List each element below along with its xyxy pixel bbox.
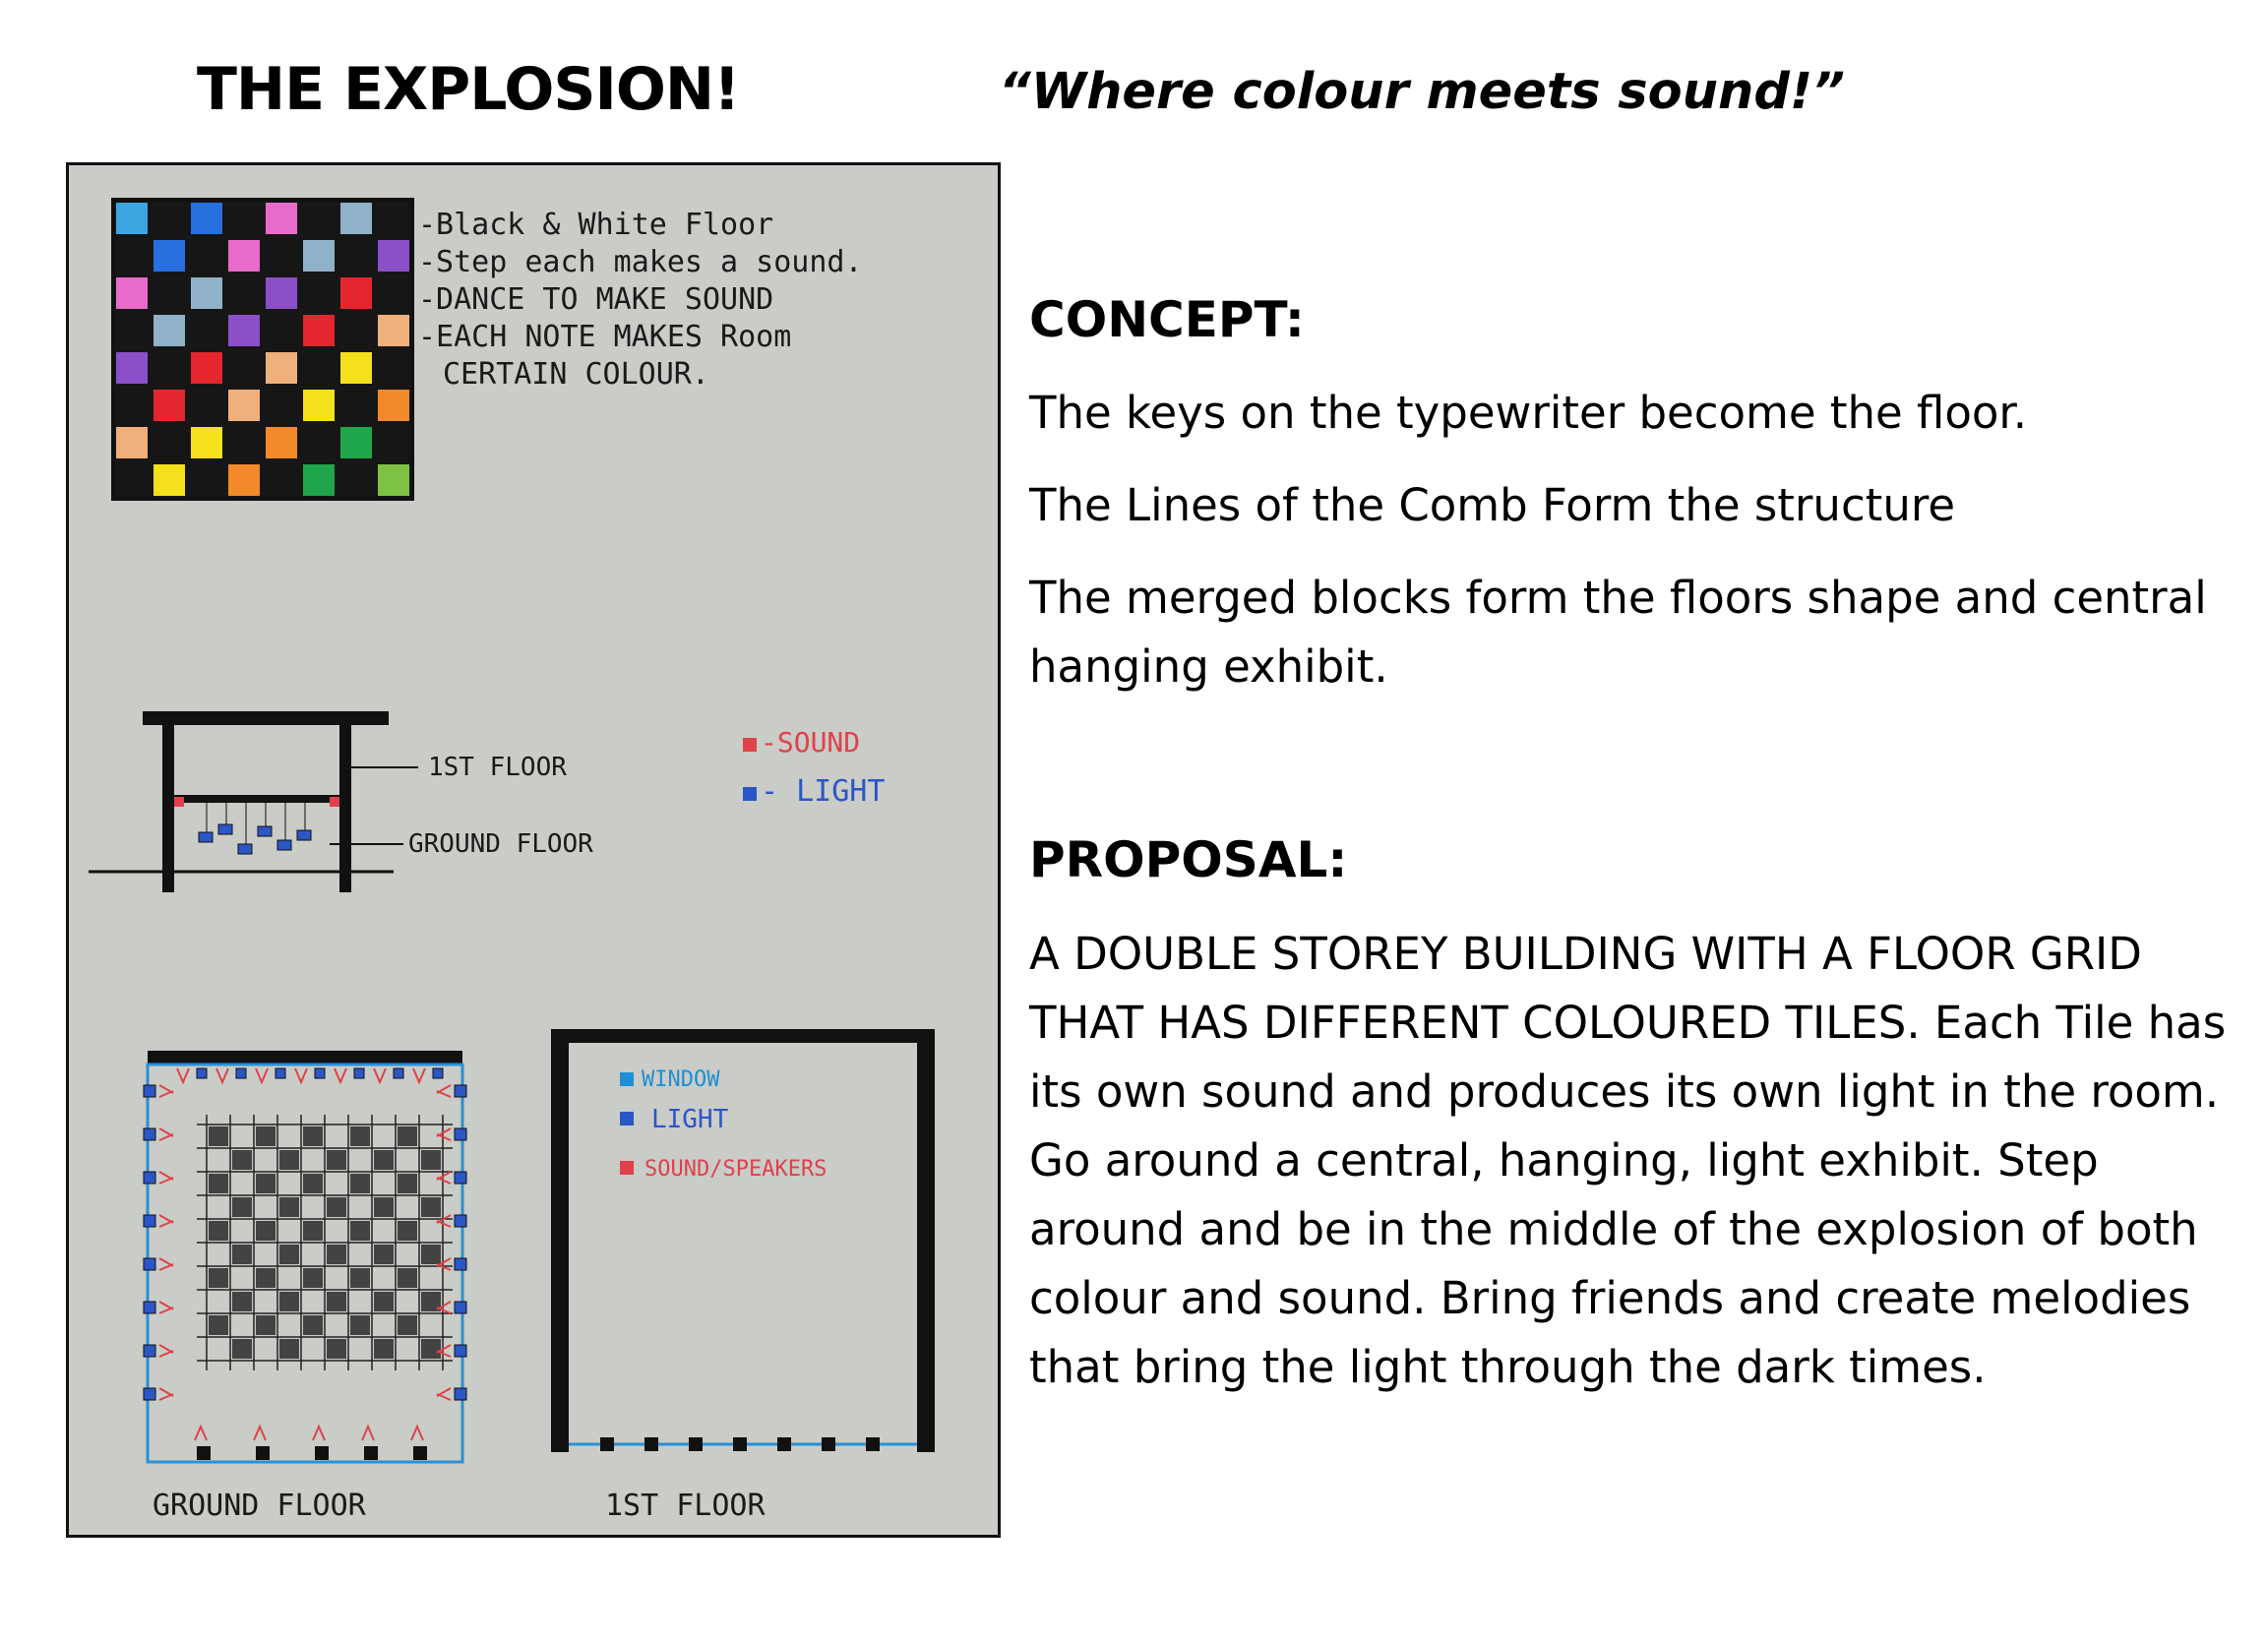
floor-tile xyxy=(378,390,409,421)
light-marker xyxy=(455,1345,466,1357)
hatched-tile xyxy=(398,1315,417,1335)
sound-marker xyxy=(195,1427,207,1440)
speaker-marker xyxy=(733,1437,747,1451)
floor-tile xyxy=(340,427,372,458)
light-marker xyxy=(455,1215,466,1227)
sound-marker xyxy=(437,1128,451,1140)
hanging-exhibit xyxy=(199,803,311,854)
hatched-tile xyxy=(209,1174,228,1193)
light-marker xyxy=(144,1345,155,1357)
floor-tile xyxy=(266,203,297,234)
hatched-tile xyxy=(327,1292,346,1311)
light-marker xyxy=(455,1172,466,1184)
hatched-tile xyxy=(256,1126,276,1146)
sound-marker xyxy=(374,1068,386,1082)
light-marker xyxy=(354,1068,364,1078)
window-swatch xyxy=(620,1072,634,1086)
floor-tile xyxy=(116,277,148,309)
light-marker xyxy=(144,1258,155,1270)
plan-legend-light: LIGHT xyxy=(651,1105,729,1134)
sound-marker xyxy=(254,1427,266,1440)
light-marker xyxy=(236,1068,246,1078)
legend-sound-label: -SOUND xyxy=(761,726,861,759)
light-marker xyxy=(394,1068,403,1078)
sound-marker xyxy=(295,1068,307,1082)
light-marker xyxy=(144,1302,155,1313)
light-marker xyxy=(315,1068,325,1078)
speaker-marker xyxy=(644,1437,658,1451)
hatched-tile xyxy=(279,1150,299,1170)
sound-marker xyxy=(362,1427,374,1440)
speaker-marker xyxy=(777,1437,791,1451)
concept-lines xyxy=(1029,379,2239,725)
speaker-marker xyxy=(413,1446,427,1460)
hatched-tile xyxy=(350,1126,370,1146)
plan-label-first-floor: 1ST FLOOR xyxy=(605,1489,766,1523)
floor-note: -DANCE TO MAKE SOUND xyxy=(418,282,774,317)
hatched-tile xyxy=(232,1150,252,1170)
sound-marker xyxy=(159,1302,173,1313)
hatched-tile xyxy=(327,1339,346,1359)
floor-tile xyxy=(378,464,409,496)
floor-tile xyxy=(191,203,222,234)
light-swatch xyxy=(620,1112,634,1125)
section-legend xyxy=(743,726,885,809)
sound-marker xyxy=(437,1388,451,1400)
light-marker xyxy=(144,1085,155,1097)
floor-tile xyxy=(228,315,260,346)
speaker-marker xyxy=(256,1446,270,1460)
light-marker xyxy=(455,1128,466,1140)
concept-line: The Lines of the Comb Form the structure xyxy=(1029,479,1956,531)
floor-tile xyxy=(303,315,335,346)
hatched-tile xyxy=(398,1126,417,1146)
sound-marker xyxy=(313,1427,325,1440)
hatched-tile xyxy=(350,1174,370,1193)
speaker-marker xyxy=(197,1446,211,1460)
floor-tile xyxy=(116,352,148,384)
hatched-tile xyxy=(374,1339,394,1359)
floor-tile xyxy=(191,352,222,384)
hatched-tile xyxy=(256,1315,276,1335)
hatched-tile xyxy=(209,1126,228,1146)
floor-tile xyxy=(378,240,409,272)
section-label-ground-floor: GROUND FLOOR xyxy=(408,829,593,859)
floor-tile xyxy=(303,240,335,272)
light-marker xyxy=(455,1388,466,1400)
hatched-tile xyxy=(327,1245,346,1264)
section-right-wall xyxy=(339,725,351,892)
hand-drawn-sketch xyxy=(69,165,998,1535)
floor-tile xyxy=(266,352,297,384)
section-left-wall xyxy=(162,725,174,892)
hatched-tile xyxy=(398,1174,417,1193)
floor-tile xyxy=(153,390,185,421)
hatched-tile xyxy=(279,1197,299,1217)
sketch-photo xyxy=(66,162,1001,1538)
floor-note: -Step each makes a sound. xyxy=(418,245,863,279)
section-label-first-floor: 1ST FLOOR xyxy=(428,753,567,782)
hatched-tile xyxy=(279,1245,299,1264)
floor-tile xyxy=(191,427,222,458)
section-first-floor-slab xyxy=(174,795,339,803)
plan-right-wall xyxy=(917,1029,935,1452)
sound-marker xyxy=(413,1068,425,1082)
proposal-text: A DOUBLE STOREY BUILDING WITH A FLOOR GRID THAT HAS DIFFERENT COLOURED TILES. Each Tile has its own sound and produces its own light in the room. Go around a central, hanging, light exhibit. Step around and be in the middle of the explosion of both colour and sound. Bring friends and create melodies that bring the light through the dark times. xyxy=(1029,928,2227,1393)
plan-left-wall xyxy=(551,1029,569,1452)
hatched-tile xyxy=(209,1268,228,1288)
light-marker xyxy=(197,1068,207,1078)
floor-tile xyxy=(228,464,260,496)
hatched-tile xyxy=(279,1292,299,1311)
sound-marker xyxy=(159,1345,173,1357)
hatched-tile xyxy=(398,1221,417,1241)
sound-marker xyxy=(159,1215,173,1227)
floor-note: -EACH NOTE MAKES Room xyxy=(418,320,792,354)
concept-heading: CONCEPT: xyxy=(1029,291,1305,348)
proposal-heading: PROPOSAL: xyxy=(1029,831,1348,888)
hatched-tile xyxy=(232,1245,252,1264)
plan-top-wall xyxy=(551,1029,935,1043)
hatched-tile xyxy=(232,1339,252,1359)
hatched-tile xyxy=(232,1197,252,1217)
hatched-tile xyxy=(421,1245,441,1264)
floor-tile xyxy=(153,315,185,346)
sound-marker xyxy=(216,1068,228,1082)
floor-tile xyxy=(153,240,185,272)
hatched-tile xyxy=(327,1150,346,1170)
floor-tile xyxy=(340,352,372,384)
hatched-tile xyxy=(374,1245,394,1264)
floor-tile xyxy=(340,203,372,234)
floor-tile xyxy=(228,240,260,272)
speaker-marker xyxy=(364,1446,378,1460)
hatched-tile xyxy=(209,1221,228,1241)
sound-swatch xyxy=(620,1161,634,1175)
sound-marker xyxy=(437,1172,451,1184)
section-sound-marker xyxy=(330,797,339,807)
light-marker xyxy=(455,1302,466,1313)
floor-tile xyxy=(266,277,297,309)
section-roof xyxy=(143,711,389,725)
floor-tile xyxy=(378,315,409,346)
tagline: “Where colour meets sound!” xyxy=(999,63,1845,121)
sound-marker xyxy=(159,1388,173,1400)
floor-note: -Black & White Floor xyxy=(418,208,774,242)
hatched-tile xyxy=(303,1221,323,1241)
hatched-tile xyxy=(256,1221,276,1241)
hatched-tile xyxy=(350,1315,370,1335)
concept-line: The merged blocks form the floors shape and central hanging exhibit. xyxy=(1029,572,2207,693)
hatched-tile xyxy=(279,1339,299,1359)
hatched-tile xyxy=(421,1197,441,1217)
light-marker xyxy=(144,1172,155,1184)
speaker-marker xyxy=(866,1437,880,1451)
hatched-tile xyxy=(256,1174,276,1193)
light-marker xyxy=(455,1085,466,1097)
floor-tile xyxy=(191,277,222,309)
hatched-tile xyxy=(303,1126,323,1146)
hatched-tile xyxy=(421,1150,441,1170)
floor-tile xyxy=(340,277,372,309)
light-marker xyxy=(144,1128,155,1140)
speaker-marker xyxy=(600,1437,614,1451)
speaker-marker xyxy=(315,1446,329,1460)
hatched-tile xyxy=(350,1221,370,1241)
speaker-marker xyxy=(822,1437,835,1451)
plan-label-ground-floor: GROUND FLOOR xyxy=(153,1489,366,1523)
speaker-marker xyxy=(689,1437,703,1451)
page-title: THE EXPLOSION! xyxy=(197,55,740,124)
sound-marker xyxy=(335,1068,346,1082)
hatched-tile xyxy=(421,1339,441,1359)
hatched-tile xyxy=(350,1268,370,1288)
plan-legend-sound: SOUND/SPEAKERS xyxy=(644,1157,828,1182)
first-floor-plan xyxy=(551,1029,935,1523)
plan-top-wall xyxy=(148,1051,462,1064)
light-marker xyxy=(276,1068,285,1078)
hatched-tile xyxy=(209,1315,228,1335)
sound-marker xyxy=(159,1128,173,1140)
floor-tile xyxy=(228,390,260,421)
hatched-tile xyxy=(232,1292,252,1311)
sound-marker xyxy=(177,1068,189,1082)
sound-marker xyxy=(159,1258,173,1270)
hatched-tile xyxy=(303,1315,323,1335)
concept-line: The keys on the typewriter become the floor. xyxy=(1029,387,2028,439)
sound-marker xyxy=(256,1068,268,1082)
plan-legend-window: WINDOW xyxy=(642,1067,720,1092)
section-sound-marker xyxy=(174,797,184,807)
floor-note: CERTAIN COLOUR. xyxy=(443,357,709,392)
sound-marker xyxy=(437,1085,451,1097)
light-marker xyxy=(144,1215,155,1227)
floor-tile xyxy=(116,203,148,234)
light-marker xyxy=(433,1068,443,1078)
sound-swatch xyxy=(743,738,757,752)
building-section xyxy=(89,711,593,892)
hatched-tile xyxy=(374,1197,394,1217)
legend-light-label: - LIGHT xyxy=(761,774,886,809)
floor-tile xyxy=(116,427,148,458)
floor-tile xyxy=(153,464,185,496)
floor-tile xyxy=(266,427,297,458)
ground-floor-tile-grid xyxy=(197,1115,453,1370)
light-marker xyxy=(144,1388,155,1400)
floor-tile xyxy=(303,464,335,496)
sound-marker xyxy=(411,1427,423,1440)
floor-tile xyxy=(303,390,335,421)
light-swatch xyxy=(743,787,757,801)
hatched-tile xyxy=(327,1197,346,1217)
hatched-tile xyxy=(398,1268,417,1288)
hatched-tile xyxy=(256,1268,276,1288)
floor-notes xyxy=(418,208,863,392)
hatched-tile xyxy=(303,1174,323,1193)
ground-floor-plan xyxy=(144,1051,466,1523)
hatched-tile xyxy=(374,1292,394,1311)
sound-marker xyxy=(159,1172,173,1184)
hatched-tile xyxy=(374,1150,394,1170)
light-marker xyxy=(455,1258,466,1270)
hatched-tile xyxy=(303,1268,323,1288)
coloured-floor-grid xyxy=(113,200,412,499)
sound-marker xyxy=(159,1085,173,1097)
